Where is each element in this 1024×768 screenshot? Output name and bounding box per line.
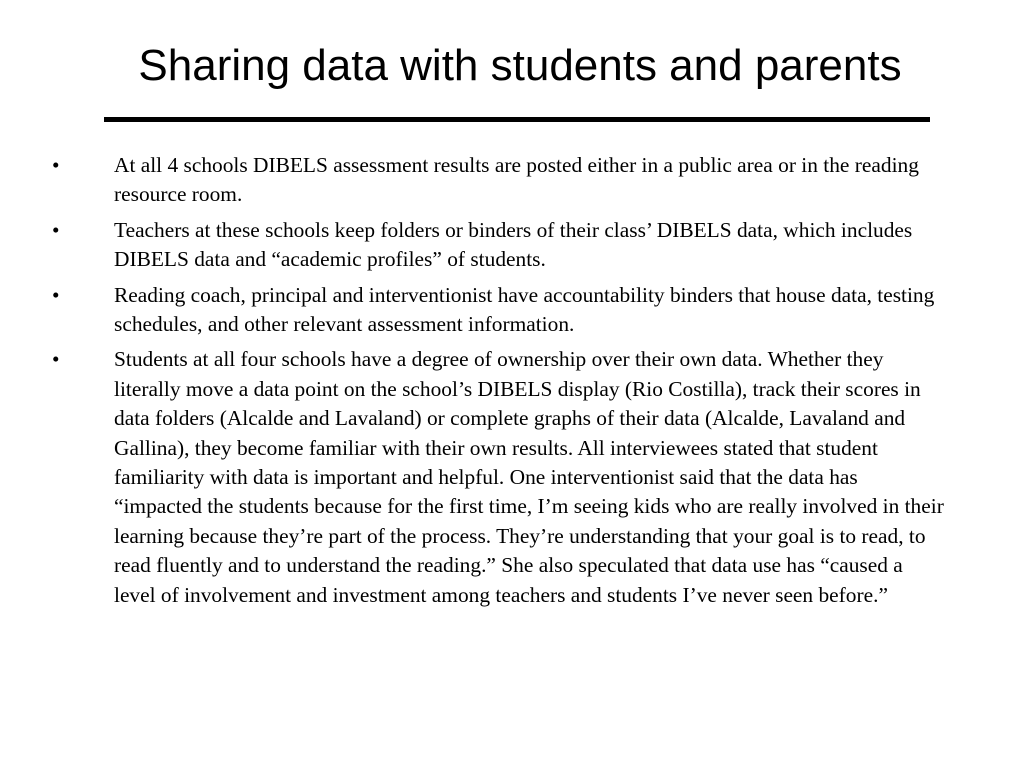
bullet-item (0, 281, 944, 340)
bullet-item (0, 345, 944, 610)
bullet-text: Students at all four schools have a degree of ownership over their own data. Whether they literally move a data point on the school’s DIBELS display (Rio Costilla), track their scores in data folders (Alcalde and Lavaland) or complete graphs of their data (Alcalde, Lavaland and Gallina), they become familiar with their own results. All interviewees stated that student familiarity with data is important and helpful. One interventionist said that the data has “impacted the students because for the first time, I’m seeing kids who are really involved in their learning because they’re part of the process. They’re understanding that your goal is to read, to read fluently and to understand the reading.” She also speculated that data use has “caused a level of involvement and investment among teachers and students I’ve never seen before.” (114, 347, 944, 607)
bullet-item (0, 216, 944, 275)
bullet-marker: • (52, 153, 60, 177)
bullet-marker: • (52, 282, 60, 307)
bullet-text: Reading coach, principal and interventionist have accountability binders that house data, testing schedules, and other relevant assessment information. (114, 282, 935, 337)
bullet-item (0, 151, 944, 210)
bullet-list (0, 151, 944, 616)
title-underline (104, 117, 930, 122)
slide-title: Sharing data with students and parents (138, 41, 902, 90)
bullet-marker: • (52, 347, 60, 372)
bullet-text: At all 4 schools DIBELS assessment results are posted either in a public area or in the reading resource room. (114, 153, 919, 207)
bullet-text: Teachers at these schools keep folders or binders of their class’ DIBELS data, which includes DIBELS data and “academic profiles” of students. (114, 217, 913, 272)
bullet-marker: • (52, 217, 60, 242)
